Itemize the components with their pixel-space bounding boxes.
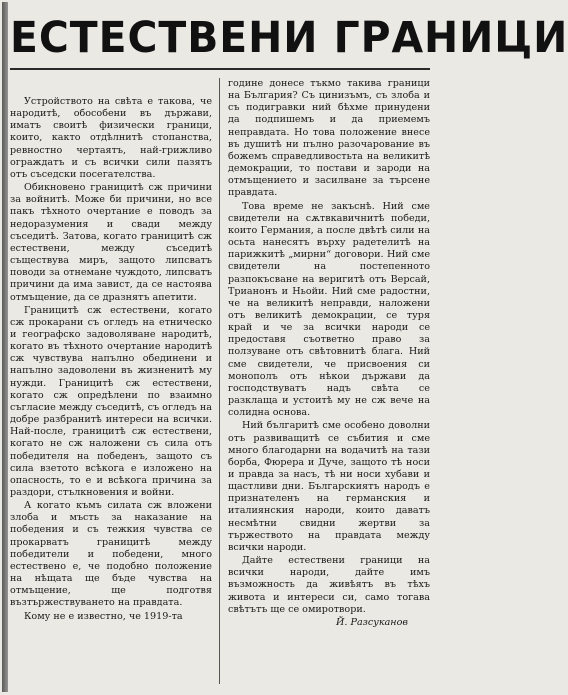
paragraph: Обикновено границитѣ сж причини за войнитѣ. Може би причини, но все пакъ тѣхното очертание е поводъ за недоразумения и свади между съседитѣ. Затова, когато границитѣ сж естествени, между съседитѣ съществува миръ, защото липсватъ поводи за отнемане чуждото, липсватъ причини да има завист, да се настоява отмъщение, да се дразнятъ апетити.: [10, 182, 212, 303]
paragraph: годинe донесе тъкмо такива граници на България? Съ цинизъмъ, съ злоба и съ подигравки ний бѣхме принудени да подпишемъ и да приемемъ неправдата. Но това положение внесе въ душитѣ ни пълно разочарование въ божемъ справедливостьта на великитѣ демокрации, то постави и зароди на отмъщението и засилване за търсене правдата.: [228, 78, 430, 199]
headline: [10, 8, 568, 70]
author-signature: Й. Разсуканов: [336, 616, 408, 628]
right-column: [228, 78, 430, 692]
paragraph: А когато къмъ силата сж вложени злоба и мъсть за наказание на победения и съ тежкия чувства се прокарватъ границитѣ между победители и победени, много естествено е, че подобно положение на нѣщата ще бъде чувства на отмъщение, ще подготвя възтържествуването на правдата.: [10, 500, 212, 609]
headline-text: ЕСТЕСТВЕНИ ГРАНИЦИ: [10, 13, 568, 63]
article-columns: [10, 78, 430, 692]
paragraph: Кому не е известно, че 1919-та: [24, 610, 183, 622]
paragraph: Границитѣ сж естествени, когато сж прокарани съ огледъ на етническо и географско задоволяване народитѣ, когато въ тѣхното очертание народитѣ сж чувствува напълно обединени и напълно задоволени въ жизненитѣ му нужди. Границитѣ сж естествени, когато сж опредѣлени по взаимно съгласие между съседитѣ, съ огледъ на добре разбранитѣ интереси на всички. Най-после, границитѣ сж естествени, когато не сж наложени съ сила отъ победителя на победенъ, защото съ сила взетото всѣкога е изложено на опасность, то е и всѣкога причина за раздори, стълкновения и войни.: [10, 304, 212, 498]
paragraph: Устройството на свѣта е такова, че народитѣ, обособени въ държави, иматъ своитѣ физически граници, които, както отдѣлнитѣ стопанства, ревностно чертаятъ, най-грижливо ограждатъ и съ всички сили пазятъ отъ съседски посегателства.: [10, 96, 212, 180]
paragraph: Ний българитѣ сме особено доволни отъ развиващитѣ се събития и сме много благодарни на водачитѣ на тази борба, Фюрера и Дуче, защото тѣ носи и правда за насъ, тѣ ни носи хубави и щастливи дни. Българскиятъ народъ е признателенъ на германския и италиянския народи, които даватъ несмѣтни свидни жертви за тържеството на правдата между всички народи.: [228, 420, 430, 553]
paragraph: Това време не закъснѣ. Ний сме свидетели на сѫтвкавичнитѣ победи, които Германия, а после двѣтѣ сили на осьта нанесятъ върху радетелитѣ на парижкитѣ „мирни“ договори. Ний сме свидетели на постепенното разпокъсване на веригитѣ отъ Версай, Трианонъ и Ньойи. Ний сме радостни, че на великитѣ неправди, наложени отъ великитѣ демокрации, се туря край и че за всички народи се предоставя съответно право за ползуване отъ свѣтовнитѣ блага. Ний сме свидетели, че присвоения си монополъ отъ нѣкои държави да господствуватъ надъ свѣта се разклаща и устоитѣ му не сж вече на солидна основа.: [228, 200, 430, 419]
paragraph: Дайте естествени граници на всички народи, дайте имъ възможность да живѣятъ въ тѣхъ живота и интереси си, само тогава свѣтътъ ще се омиротвори.: [228, 555, 430, 615]
left-column: [10, 78, 212, 692]
scan-edge: [2, 2, 8, 692]
column-divider: [219, 78, 220, 684]
newspaper-article: [10, 8, 568, 692]
